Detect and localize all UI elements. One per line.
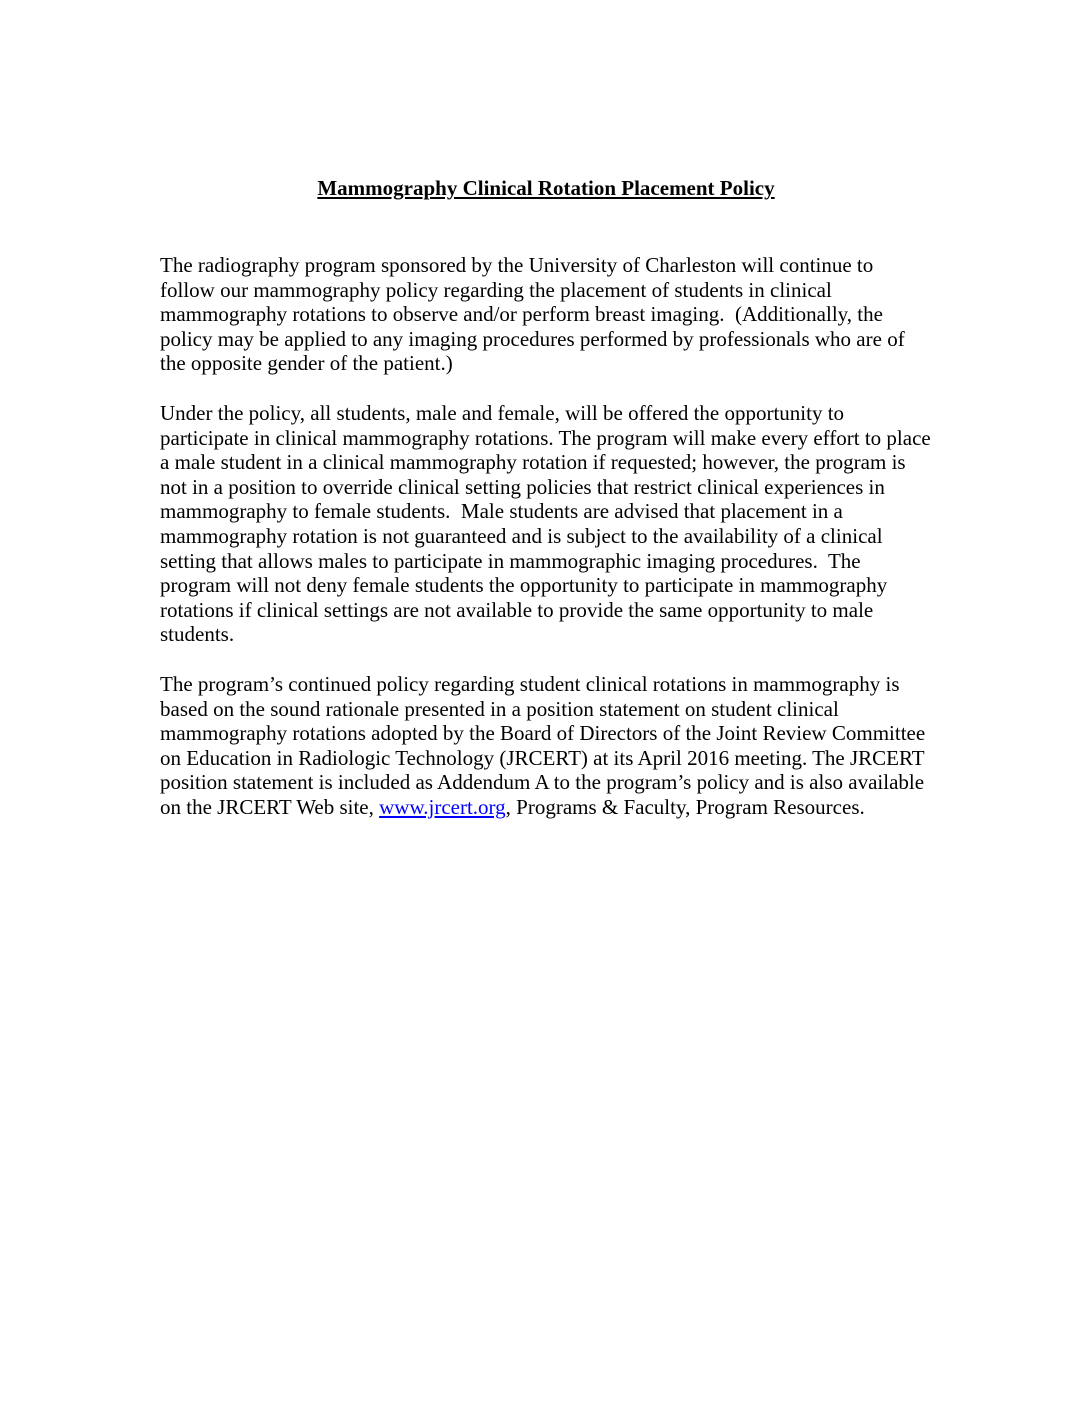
paragraph-rationale-text-after-link: , Programs & Faculty, Program Resources. [505,794,865,819]
paragraph-policy-details: Under the policy, all students, male and female, will be offered the opportunity to participate in clinical mammography rotations. The program will make every effort to place a male student in a clinical mammography rotation if requested; however, the program is not in a position to override clinical setting policies that restrict clinical experiences in mammography to female students. Male students are advised that placement in a mammography rotation is not guaranteed and is subject to the availability of a clinical setting that allows males to participate in mammographic imaging procedures. The program will not deny female students the opportunity to participate in mammography rotations if clinical settings are not available to provide the same opportunity to male students. [160,400,936,647]
paragraph-intro: The radiography program sponsored by the University of Charleston will continue to follow our mammography policy regarding the placement of students in clinical mammography rotations to observe and/or perform breast imaging. (Additionally, the policy may be applied to any imaging procedures performed by professionals who are of the opposite gender of the patient.) [160,253,910,376]
document-title: Mammography Clinical Rotation Placement Policy [317,176,775,200]
paragraph-rationale [160,672,932,820]
paragraph-rationale-text-before-link: The program’s continued policy regarding student clinical rotations in mammography is based on the sound rationale presented in a position statement on student clinical mammography rotations adopted by the Board of Directors of the Joint Review Committee on Education in Radiologic Technology (JRCERT) at its April 2016 meeting. The JRCERT position statement is included as Addendum A to the program’s policy and is also available on the JRCERT Web site, [160,671,931,819]
jrcert-website-link[interactable]: www.jrcert.org [379,794,506,819]
document-content [160,176,936,844]
